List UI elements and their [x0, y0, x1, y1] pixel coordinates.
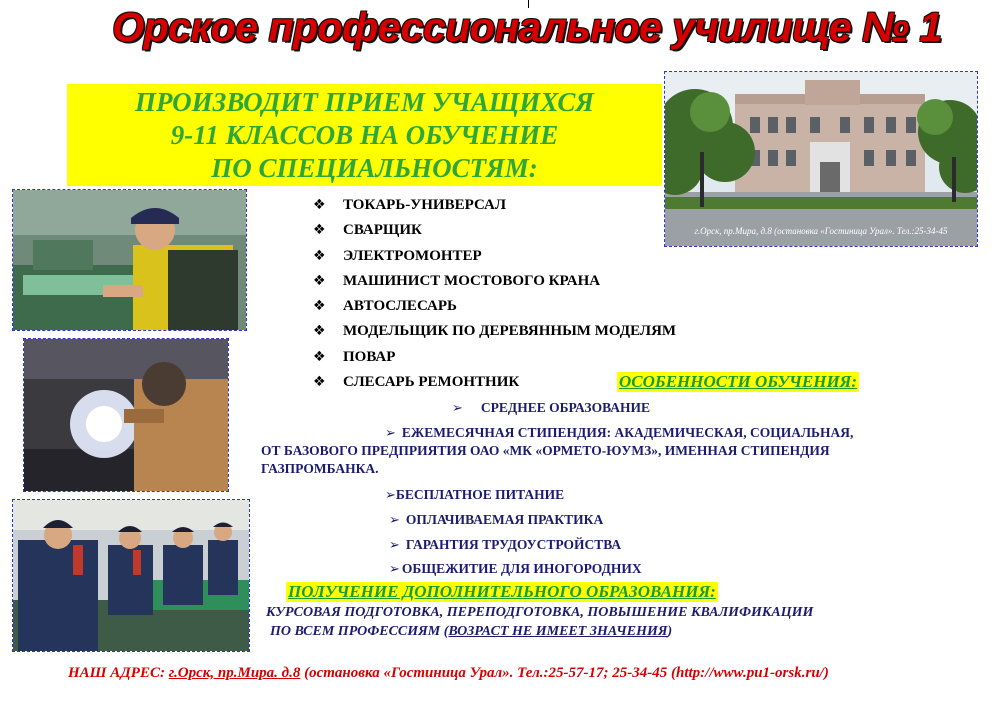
- page-title: Орское профессиональное училище № 1: [112, 4, 942, 50]
- age-note: ВОЗРАСТ НЕ ИМЕЕТ ЗНАЧЕНИЯ: [448, 624, 668, 639]
- list-item: ❖ МОДЕЛЬЩИК ПО ДЕРЕВЯННЫМ МОДЕЛЯМ: [313, 319, 676, 344]
- students-workshop-photo: [12, 499, 250, 652]
- headline-line-3: ПО СПЕЦИАЛЬНОСТЯМ:: [211, 153, 538, 183]
- feature-stipend-line-1: ➢ ЕЖЕМЕСЯЧНАЯ СТИПЕНДИЯ: АКАДЕМИЧЕСКАЯ, СОЦИАЛЬНАЯ,: [385, 425, 854, 441]
- feature-employment: ➢ ГАРАНТИЯ ТРУДОУСТРОЙСТВА: [389, 537, 622, 553]
- specialties-list: [313, 193, 676, 395]
- footer-label: НАШ АДРЕС:: [68, 665, 169, 681]
- arrow-bullet-icon: ➢: [389, 538, 400, 553]
- arrow-bullet-icon: ➢: [385, 426, 396, 441]
- feature-dormitory: ➢ ОБЩЕЖИТИЕ ДЛЯ ИНОГОРОДНИХ: [389, 561, 642, 577]
- list-item: ❖ СВАРЩИК: [313, 218, 676, 243]
- feature-stipend-line-3: ГАЗПРОМБАНКА.: [261, 461, 379, 476]
- additional-education-line-2: ПО ВСЕМ ПРОФЕССИЯМ (ВОЗРАСТ НЕ ИМЕЕТ ЗНАЧЕНИЯ): [270, 624, 673, 639]
- list-item: ❖ ТОКАРЬ-УНИВЕРСАЛ: [313, 193, 676, 218]
- list-item: ❖ АВТОСЛЕСАРЬ: [313, 294, 676, 319]
- turner-photo: [12, 189, 247, 331]
- diamond-bullet-icon: ❖: [313, 298, 326, 315]
- feature-stipend-line-2: ОТ БАЗОВОГО ПРЕДПРИЯТИЯ ОАО «МК «ОРМЕТО-ЮУМЗ», ИМЕННАЯ СТИПЕНДИЯ: [261, 443, 830, 458]
- headline-line-1: ПРОИЗВОДИТ ПРИЕМ УЧАЩИХСЯ: [135, 87, 594, 117]
- diamond-bullet-icon: ❖: [313, 323, 326, 340]
- headline: [67, 86, 662, 185]
- additional-education-heading: ПОЛУЧЕНИЕ ДОПОЛНИТЕЛЬНОГО ОБРАЗОВАНИЯ:: [288, 582, 716, 601]
- arrow-bullet-icon: ➢: [452, 401, 463, 416]
- additional-education-line-1: КУРСОВАЯ ПОДГОТОВКА, ПЕРЕПОДГОТОВКА, ПОВЫШЕНИЕ КВАЛИФИКАЦИИ: [266, 605, 814, 620]
- diamond-bullet-icon: ❖: [313, 247, 326, 264]
- diamond-bullet-icon: ❖: [313, 222, 326, 239]
- list-item: ❖ СЛЕСАРЬ РЕМОНТНИК: [313, 370, 676, 395]
- arrow-bullet-icon: ➢: [385, 488, 396, 503]
- list-item: ❖ МАШИНИСТ МОСТОВОГО КРАНА: [313, 269, 676, 294]
- building-photo: [664, 71, 978, 247]
- footer-details: (остановка «Гостиница Урал». Тел.:25-57-17; 25-34-45 (http://www.pu1-orsk.ru/): [300, 665, 829, 681]
- welder-photo: [23, 338, 229, 492]
- diamond-bullet-icon: ❖: [313, 374, 326, 391]
- feature-meals: ➢БЕСПЛАТНОЕ ПИТАНИЕ: [385, 487, 565, 503]
- arrow-bullet-icon: ➢: [389, 562, 400, 577]
- arrow-bullet-icon: ➢: [389, 513, 400, 528]
- features-heading: ОСОБЕННОСТИ ОБУЧЕНИЯ:: [619, 372, 858, 391]
- feature-practice: ➢ ОПЛАЧИВАЕМАЯ ПРАКТИКА: [389, 512, 604, 528]
- building-caption: г.Орск, пр.Мира, д.8 (остановка «Гостиница Урал». Тел.:25-34-45: [694, 226, 948, 236]
- feature-education: ➢ СРЕДНЕЕ ОБРАЗОВАНИЕ: [452, 400, 650, 416]
- diamond-bullet-icon: ❖: [313, 348, 326, 365]
- diamond-bullet-icon: ❖: [313, 272, 326, 289]
- footer-street: г.Орск, пр.Мира. д.8: [168, 665, 301, 681]
- list-item: ❖ ЭЛЕКТРОМОНТЕР: [313, 244, 676, 269]
- headline-line-2: 9-11 КЛАССОВ НА ОБУЧЕНИЕ: [170, 120, 559, 150]
- footer-address: [68, 665, 829, 682]
- diamond-bullet-icon: ❖: [313, 197, 326, 213]
- list-item: ❖ ПОВАР: [313, 345, 676, 370]
